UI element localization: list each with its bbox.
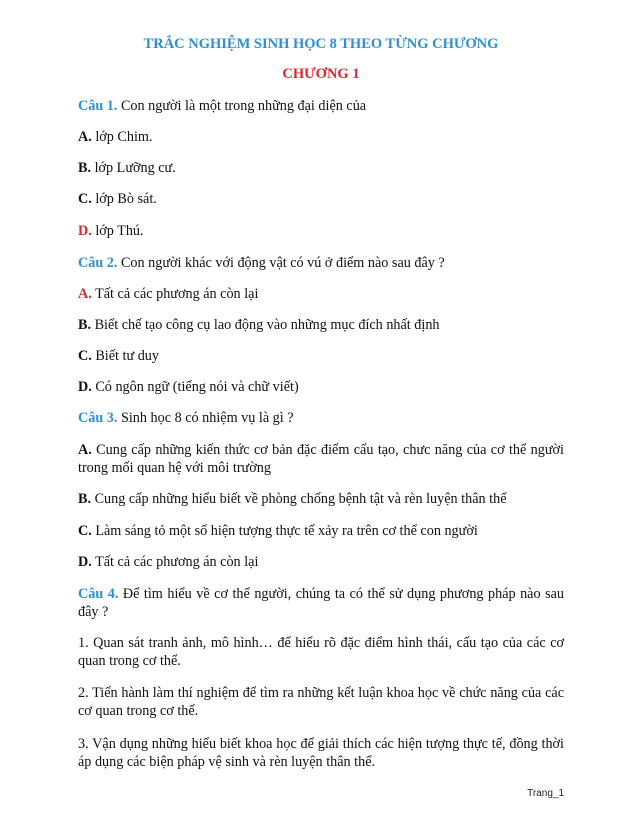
option-label-correct: D. xyxy=(78,223,92,239)
q2-option-a xyxy=(78,285,564,303)
question-text: Con người là một trong những đại diện của xyxy=(117,98,367,114)
question-label: Câu 3. xyxy=(78,410,118,426)
question-text: Sinh học 8 có nhiệm vụ là gì ? xyxy=(117,410,294,426)
option-label-correct: A. xyxy=(78,286,92,302)
q4-method-2 xyxy=(78,684,564,720)
method-text: 2. Tiến hành làm thí nghiệm để tìm ra những kết luận khoa học về chức năng của các cơ quan trong cơ thể. xyxy=(78,685,564,719)
question-label: Câu 2. xyxy=(78,255,118,271)
option-label: C. xyxy=(78,348,92,364)
option-label: C. xyxy=(78,523,92,539)
question-2 xyxy=(78,254,564,272)
option-label: A. xyxy=(78,442,92,458)
option-text: Tất cả các phương án còn lại xyxy=(91,286,259,302)
question-3 xyxy=(78,409,564,427)
option-text: Cung cấp những kiến thức cơ bản đặc điểm cấu tạo, chưc năng của cơ thể người trong mối quan hệ với môi trường xyxy=(78,442,564,476)
question-text: Để tìm hiểu về cơ thể người, chúng ta có thể sử dụng phương pháp nào sau đây ? xyxy=(78,586,564,620)
method-text: 1. Quan sát tranh ảnh, mô hình… để hiểu rõ đặc điểm hình thái, cấu tạo của các cơ quan trong cơ thể. xyxy=(78,635,564,669)
q1-option-d xyxy=(78,222,564,240)
option-text: Biết chế tạo công cụ lao động vào những mục đích nhất định xyxy=(91,317,440,333)
option-text: Biết tư duy xyxy=(91,348,159,364)
option-label: D. xyxy=(78,379,92,395)
option-label: D. xyxy=(78,554,92,570)
option-text: Cung cấp những hiểu biết về phòng chống bệnh tật và rèn luyện thân thể xyxy=(91,491,507,507)
document-title: TRẮC NGHIỆM SINH HỌC 8 THEO TỪNG CHƯƠNG xyxy=(143,36,499,52)
option-text: Có ngôn ngữ (tiếng nói và chữ viết) xyxy=(91,379,299,395)
option-label: B. xyxy=(78,160,92,176)
q3-option-a xyxy=(78,441,564,477)
q2-option-d xyxy=(78,378,564,396)
q3-option-d xyxy=(78,553,564,571)
option-text: lớp Bò sát. xyxy=(91,191,157,207)
question-label: Câu 4. xyxy=(78,586,119,602)
option-text: lớp Lưỡng cư. xyxy=(91,160,176,176)
q1-option-b xyxy=(78,159,564,177)
option-label: A. xyxy=(78,129,92,145)
option-text: Làm sáng tỏ một số hiện tượng thực tế xảy ra trên cơ thể con người xyxy=(91,523,478,539)
option-label: B. xyxy=(78,317,92,333)
q1-option-c xyxy=(78,190,564,208)
q3-option-b xyxy=(78,490,564,508)
method-text: 3. Vận dụng những hiểu biết khoa học để giải thích các hiện tượng thực tế, đồng thời áp dụng các biện pháp vệ sinh và rèn luyện thân thể. xyxy=(78,736,564,770)
option-label: C. xyxy=(78,191,92,207)
question-1 xyxy=(78,97,564,115)
q1-option-a xyxy=(78,128,564,146)
option-text: lớp Thú. xyxy=(91,223,144,239)
option-text: lớp Chim. xyxy=(91,129,153,145)
q3-option-c xyxy=(78,522,564,540)
q2-option-c xyxy=(78,347,564,365)
option-text: Tất cả các phương án còn lại xyxy=(91,554,259,570)
q2-option-b xyxy=(78,316,564,334)
q4-method-3 xyxy=(78,735,564,771)
chapter-heading: CHƯƠNG 1 xyxy=(282,66,360,82)
q4-method-1 xyxy=(78,634,564,670)
page-number: Trang_1 xyxy=(527,788,564,799)
option-label: B. xyxy=(78,491,92,507)
question-text: Con người khác với động vật có vú ở điểm nào sau đây ? xyxy=(117,255,445,271)
question-label: Câu 1. xyxy=(78,98,118,114)
question-4 xyxy=(78,585,564,621)
